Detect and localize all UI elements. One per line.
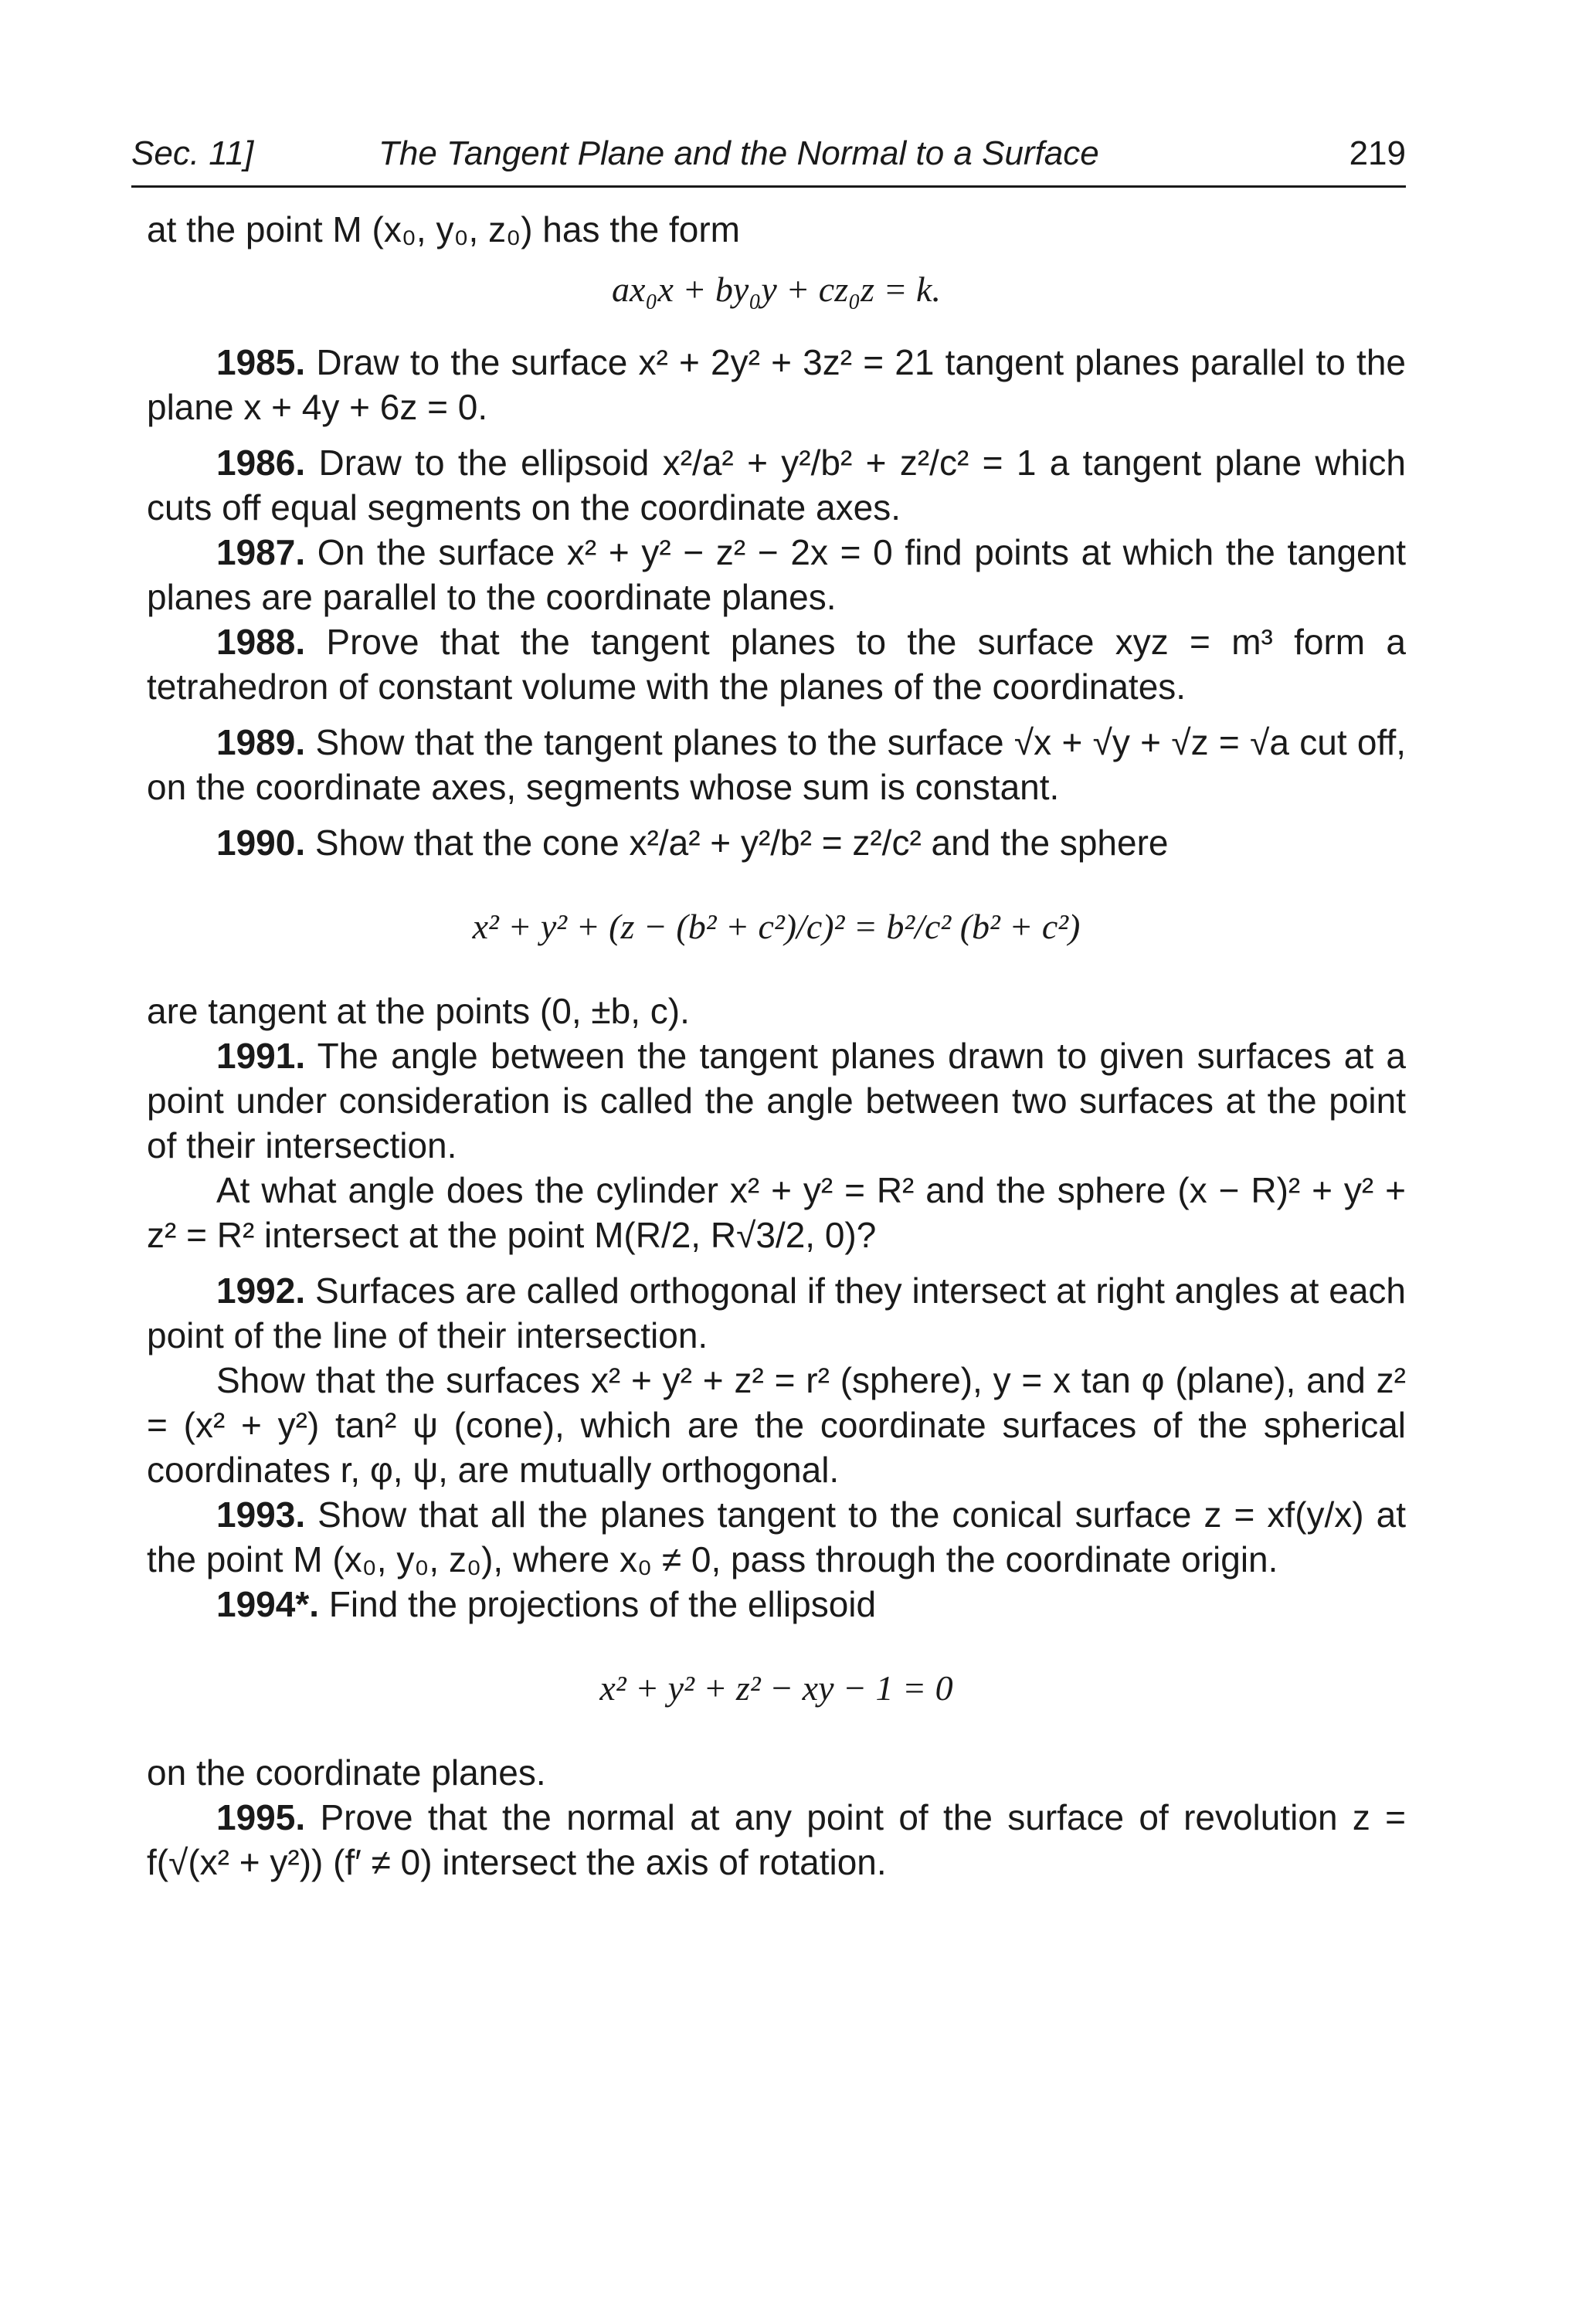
problem-text: Show that the tangent planes to the surface √x + √y + √z = √a cut off, on the coordinate axes, segments whose sum is constant. — [147, 722, 1407, 807]
problem-1994 — [147, 1582, 1406, 1627]
problem-1994-end: on the coordinate planes. — [147, 1752, 546, 1793]
problem-1993 — [147, 1492, 1406, 1582]
problem-text: Show that the cone x²/a² + y²/b² = z²/c² and the sphere — [314, 823, 1169, 863]
problem-number: 1993. — [216, 1494, 306, 1535]
problem-text: Prove that the normal at any point of the surface of revolution z = f(√(x² + y²)) (f′ ≠ 0) intersect the axis of rotation. — [147, 1797, 1407, 1882]
problem-1991-question: At what angle does the cylinder x² + y² = R² and the sphere (x − R)² + y² + z² = R² intersect at the point M(R/2, R√3/2, 0)? — [147, 1170, 1406, 1255]
problem-number: 1986. — [216, 443, 306, 483]
formula-sphere: x² + y² + (z − (b² + c²)/c)² = b²/c² (b² + c²) — [472, 907, 1081, 946]
problem-number: 1994*. — [216, 1584, 320, 1624]
page-body — [147, 207, 1406, 1885]
problem-text: Surfaces are called orthogonal if they intersect at right angles at each point of the line of their intersection. — [147, 1271, 1407, 1355]
formula-tangent-plane: ax₀x + by₀y + cz₀z = k. — [612, 270, 941, 309]
problem-1990 — [147, 820, 1406, 865]
problem-number: 1991. — [216, 1036, 306, 1076]
problem-1991 — [147, 1033, 1406, 1168]
running-head — [131, 131, 1406, 188]
page-number: 219 — [1349, 134, 1406, 172]
problem-1986 — [147, 440, 1406, 530]
problem-1985 — [147, 340, 1406, 429]
problem-number: 1989. — [216, 722, 306, 762]
problem-1988 — [147, 619, 1406, 709]
problem-text: Show that all the planes tangent to the conical surface z = xf(y/x) at the point M (x₀, y₀, z₀), where x₀ ≠ 0, pass through the coordinate origin. — [147, 1494, 1407, 1579]
problem-1992 — [147, 1268, 1406, 1358]
problem-text: Draw to the surface x² + 2y² + 3z² = 21 tangent planes parallel to the plane x + 4y + 6z = 0. — [147, 342, 1406, 427]
problem-number: 1987. — [216, 532, 306, 572]
intro-text: at the point M (x₀, y₀, z₀) has the form — [147, 209, 740, 249]
problem-1990-end: are tangent at the points (0, ±b, c). — [147, 991, 690, 1031]
problem-number: 1992. — [216, 1271, 306, 1311]
problem-number: 1988. — [216, 622, 306, 662]
problem-text: Draw to the ellipsoid x²/a² + y²/b² + z²/c² = 1 a tangent plane which cuts off equal segments on the coordinate axes. — [147, 443, 1407, 528]
problem-number: 1985. — [216, 342, 306, 382]
problem-number: 1995. — [216, 1797, 306, 1837]
problem-text: The angle between the tangent planes drawn to given surfaces at a point under consideration is called the angle between two surfaces at the point of their intersection. — [147, 1036, 1406, 1165]
problem-text: Prove that the tangent planes to the surface xyz = m³ form a tetrahedron of constant volume with the planes of the coordinates. — [147, 622, 1406, 707]
problem-1987 — [147, 530, 1406, 619]
formula-ellipsoid: x² + y² + z² − xy − 1 = 0 — [599, 1668, 953, 1708]
problem-1992-task: Show that the surfaces x² + y² + z² = r² (sphere), y = x tan φ (plane), and z² = (x² + y²) tan² ψ (cone), which are the coordinate surfaces of the spherical coordinates r, φ, ψ, are mutually orthogonal. — [147, 1360, 1406, 1490]
problem-text: Find the projections of the ellipsoid — [328, 1584, 877, 1624]
problem-text: On the surface x² + y² − z² − 2x = 0 find points at which the tangent planes are parallel to the coordinate planes. — [147, 532, 1407, 617]
problem-1989 — [147, 720, 1406, 809]
running-title: The Tangent Plane and the Normal to a Surface — [379, 134, 1099, 172]
problem-1995 — [147, 1795, 1406, 1885]
section-label: Sec. 11] — [131, 134, 254, 172]
problem-number: 1990. — [216, 823, 306, 863]
